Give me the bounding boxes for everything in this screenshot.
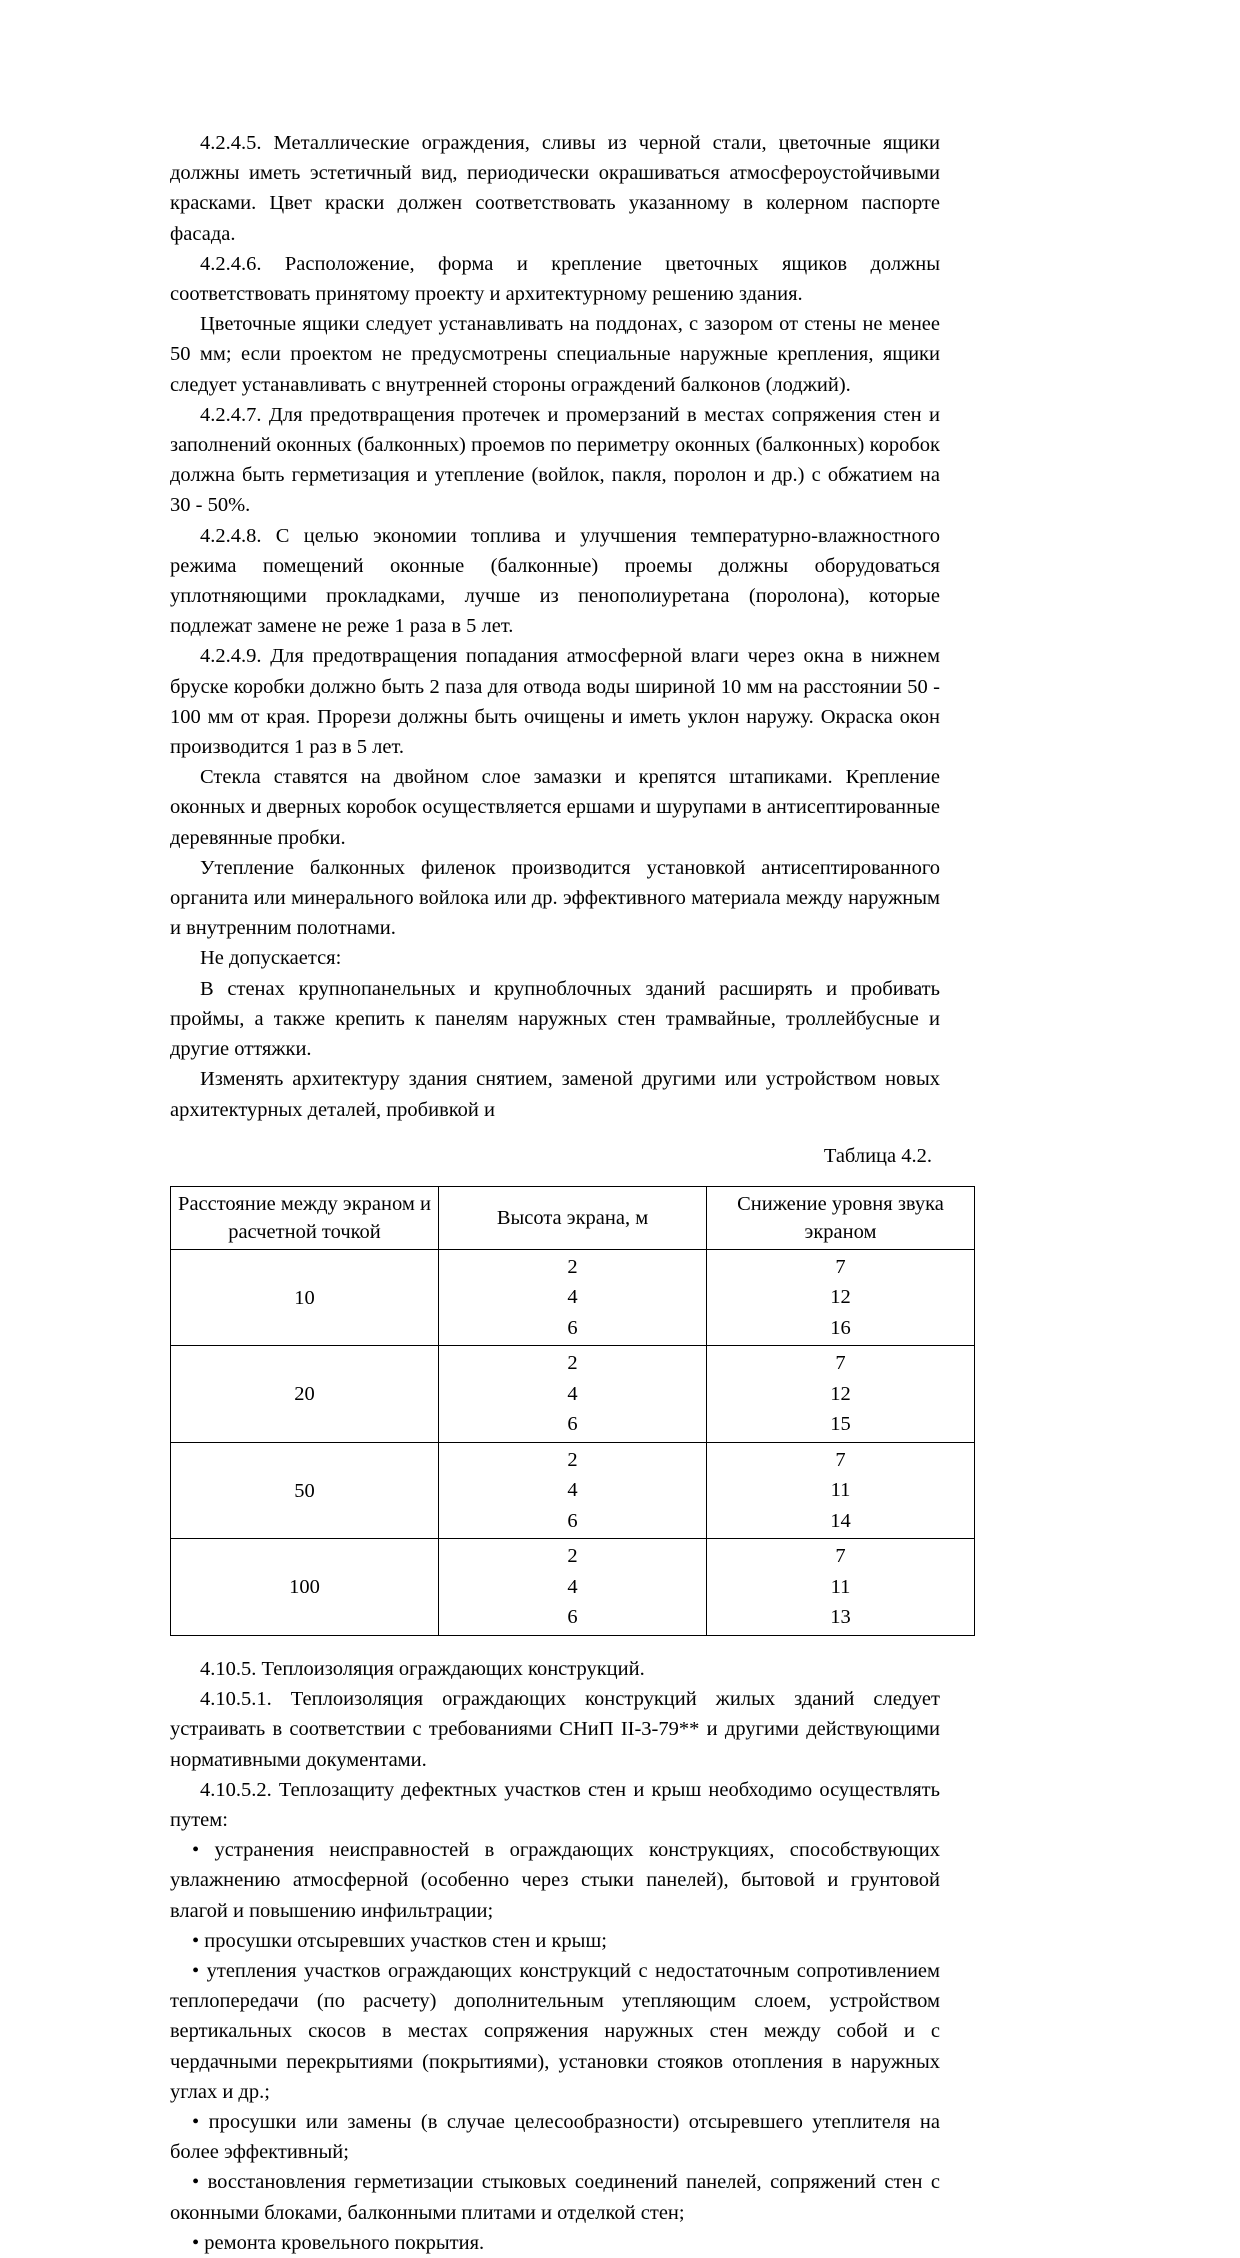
cell-heights	[439, 1539, 707, 1636]
paragraph-architecture-prohibition: Изменять архитектуру здания снятием, заменой другими или устройством новых архитектурных деталей, пробивкой и	[170, 1068, 940, 1121]
value-reduction: 7	[835, 1448, 846, 1471]
value-height: 2	[567, 1352, 578, 1375]
table-row	[171, 1442, 975, 1539]
paragraph-not-allowed-heading: Не допускается:	[200, 947, 342, 970]
bullet-item: • просушки или замены (в случае целесообразности) отсыревшего утеплителя на более эффективный;	[170, 2110, 940, 2164]
cell-distance: 20	[171, 1346, 439, 1443]
column-header-height	[439, 1186, 707, 1249]
paragraph-balcony-insulation: Утепление балконных филенок производится установкой антисептированного органита или минерального войлока или др. эффективного материала между наружным и внутренним полотнами.	[170, 856, 940, 940]
paragraph-4-2-4-8: 4.2.4.8. С целью экономии топлива и улучшения температурно-влажностного режима помещений оконные (балконные) проемы должны оборудоваться уплотняющими прокладками, лучше из пенополиуретана (поролона), которые подлежат замене не реже 1 раза в 5 лет.	[170, 524, 940, 638]
value-reduction: 12	[830, 1382, 851, 1405]
value-height: 6	[567, 1509, 578, 1532]
table-row	[171, 1346, 975, 1443]
value-height: 2	[567, 1448, 578, 1471]
paragraph-flower-boxes: Цветочные ящики следует устанавливать на поддонах, с зазором от стены не менее 50 мм; если проектом не предусмотрены специальные наружные крепления, ящики следует устанавливать с внутренней стороны ограждений балконов (лоджий).	[170, 313, 940, 396]
document-body	[170, 128, 944, 2258]
column-header-reduction-label: Снижение уровня звука экраном	[737, 1192, 944, 1243]
cell-heights	[439, 1442, 707, 1539]
noise-screen-table	[170, 1186, 975, 1636]
column-header-distance-label: Расстояние между экраном и расчетной точкой	[178, 1192, 431, 1243]
value-reduction: 13	[830, 1606, 851, 1629]
bullet-item: • утепления участков ограждающих конструкций с недостаточным сопротивлением теплопередачи (по расчету) дополнительным утепляющим слоем, устройством вертикальных скосов в местах сопряжения наружных стен между собой и с чердачными перекрытиями (покрытиями), установки стояков отопления в наружных углах и др.;	[170, 1959, 940, 2103]
paragraph-4-10-5-2: 4.10.5.2. Теплозащиту дефектных участков стен и крыш необходимо осуществлять путем:	[170, 1778, 940, 1831]
cell-heights	[439, 1346, 707, 1443]
table-caption: Таблица 4.2.	[823, 1144, 932, 1167]
cell-distance: 10	[171, 1249, 439, 1346]
value-reduction: 7	[835, 1352, 846, 1375]
cell-distance: 100	[171, 1539, 439, 1636]
paragraph-glass-mounting: Стекла ставятся на двойном слое замазки и крепятся штапиками. Крепление оконных и дверных коробок осуществляется ершами и шурупами в антисептированные деревянные пробки.	[170, 766, 940, 849]
value-reduction: 11	[830, 1479, 851, 1502]
value-reduction: 16	[830, 1316, 851, 1339]
value-height: 6	[567, 1413, 578, 1436]
value-height: 6	[567, 1316, 578, 1339]
cell-reductions	[707, 1249, 975, 1346]
value-height: 4	[567, 1575, 578, 1598]
table-header-row	[171, 1186, 975, 1249]
paragraph-walls-prohibition: В стенах крупнопанельных и крупноблочных зданий расширять и пробивать проймы, а также крепить к панелям наружных стен трамвайные, троллейбусные и другие оттяжки.	[170, 977, 940, 1061]
paragraph-4-10-5-1: 4.10.5.1. Теплоизоляция ограждающих конструкций жилых зданий следует устраивать в соответствии с требованиями СНиП II-3-79** и другими действующими нормативными документами.	[170, 1688, 940, 1771]
bullet-item: • восстановления герметизации стыковых соединений панелей, сопряжений стен с оконными блоками, балконными плитами и отделкой стен;	[170, 2171, 940, 2224]
value-height: 4	[567, 1382, 578, 1405]
value-height: 2	[567, 1545, 578, 1568]
column-header-reduction	[707, 1186, 975, 1249]
value-reduction: 7	[835, 1255, 846, 1278]
paragraph-4-2-4-6: 4.2.4.6. Расположение, форма и крепление цветочных ящиков должны соответствовать принятому проекту и архитектурному решению здания.	[170, 252, 940, 306]
value-reduction: 15	[830, 1413, 851, 1436]
cell-reductions	[707, 1346, 975, 1443]
paragraph-4-10-5: 4.10.5. Теплоизоляция ограждающих конструкций.	[200, 1657, 645, 1680]
column-header-height-label: Высота экрана, м	[496, 1206, 649, 1229]
table-row	[171, 1249, 975, 1346]
value-height: 4	[567, 1286, 578, 1309]
value-reduction: 12	[830, 1286, 851, 1309]
bullet-item: • просушки отсыревших участков стен и крыш;	[192, 1929, 607, 1952]
cell-reductions	[707, 1539, 975, 1636]
value-reduction: 11	[830, 1575, 851, 1598]
value-height: 6	[567, 1606, 578, 1629]
paragraph-4-2-4-9: 4.2.4.9. Для предотвращения попадания атмосферной влаги через окна в нижнем бруске коробки должно быть 2 паза для отвода воды шириной 10 мм на расстоянии 50 - 100 мм от края. Прорези должны быть очищены и иметь уклон наружу. Окраска окон производится 1 раз в 5 лет.	[170, 645, 940, 759]
bullet-item: • ремонта кровельного покрытия.	[192, 2231, 485, 2254]
table-body	[171, 1249, 975, 1635]
cell-distance: 50	[171, 1442, 439, 1539]
table-head	[171, 1186, 975, 1249]
table-row	[171, 1539, 975, 1636]
cell-reductions	[707, 1442, 975, 1539]
value-reduction: 7	[835, 1545, 846, 1568]
value-height: 2	[567, 1255, 578, 1278]
cell-heights	[439, 1249, 707, 1346]
column-header-distance	[171, 1186, 439, 1249]
paragraph-4-2-4-5: 4.2.4.5. Металлические ограждения, сливы из черной стали, цветочные ящики должны иметь эстетичный вид, периодически окрашиваться атмосфероустойчивыми красками. Цвет краски должен соответствовать указанному в колерном паспорте фасада.	[170, 132, 940, 245]
value-reduction: 14	[830, 1509, 851, 1532]
bullet-item: • устранения неисправностей в ограждающих конструкциях, способствующих увлажнению атмосферной (особенно через стыки панелей), бытовой и грунтовой влагой и повышению инфильтрации;	[170, 1839, 940, 1922]
paragraph-4-2-4-7: 4.2.4.7. Для предотвращения протечек и промерзаний в местах сопряжения стен и заполнений оконных (балконных) проемов по периметру оконных (балконных) коробок должна быть герметизация и утепление (войлок, пакля, поролон и др.) с обжатием на 30 - 50%.	[170, 403, 940, 517]
value-height: 4	[567, 1479, 578, 1502]
